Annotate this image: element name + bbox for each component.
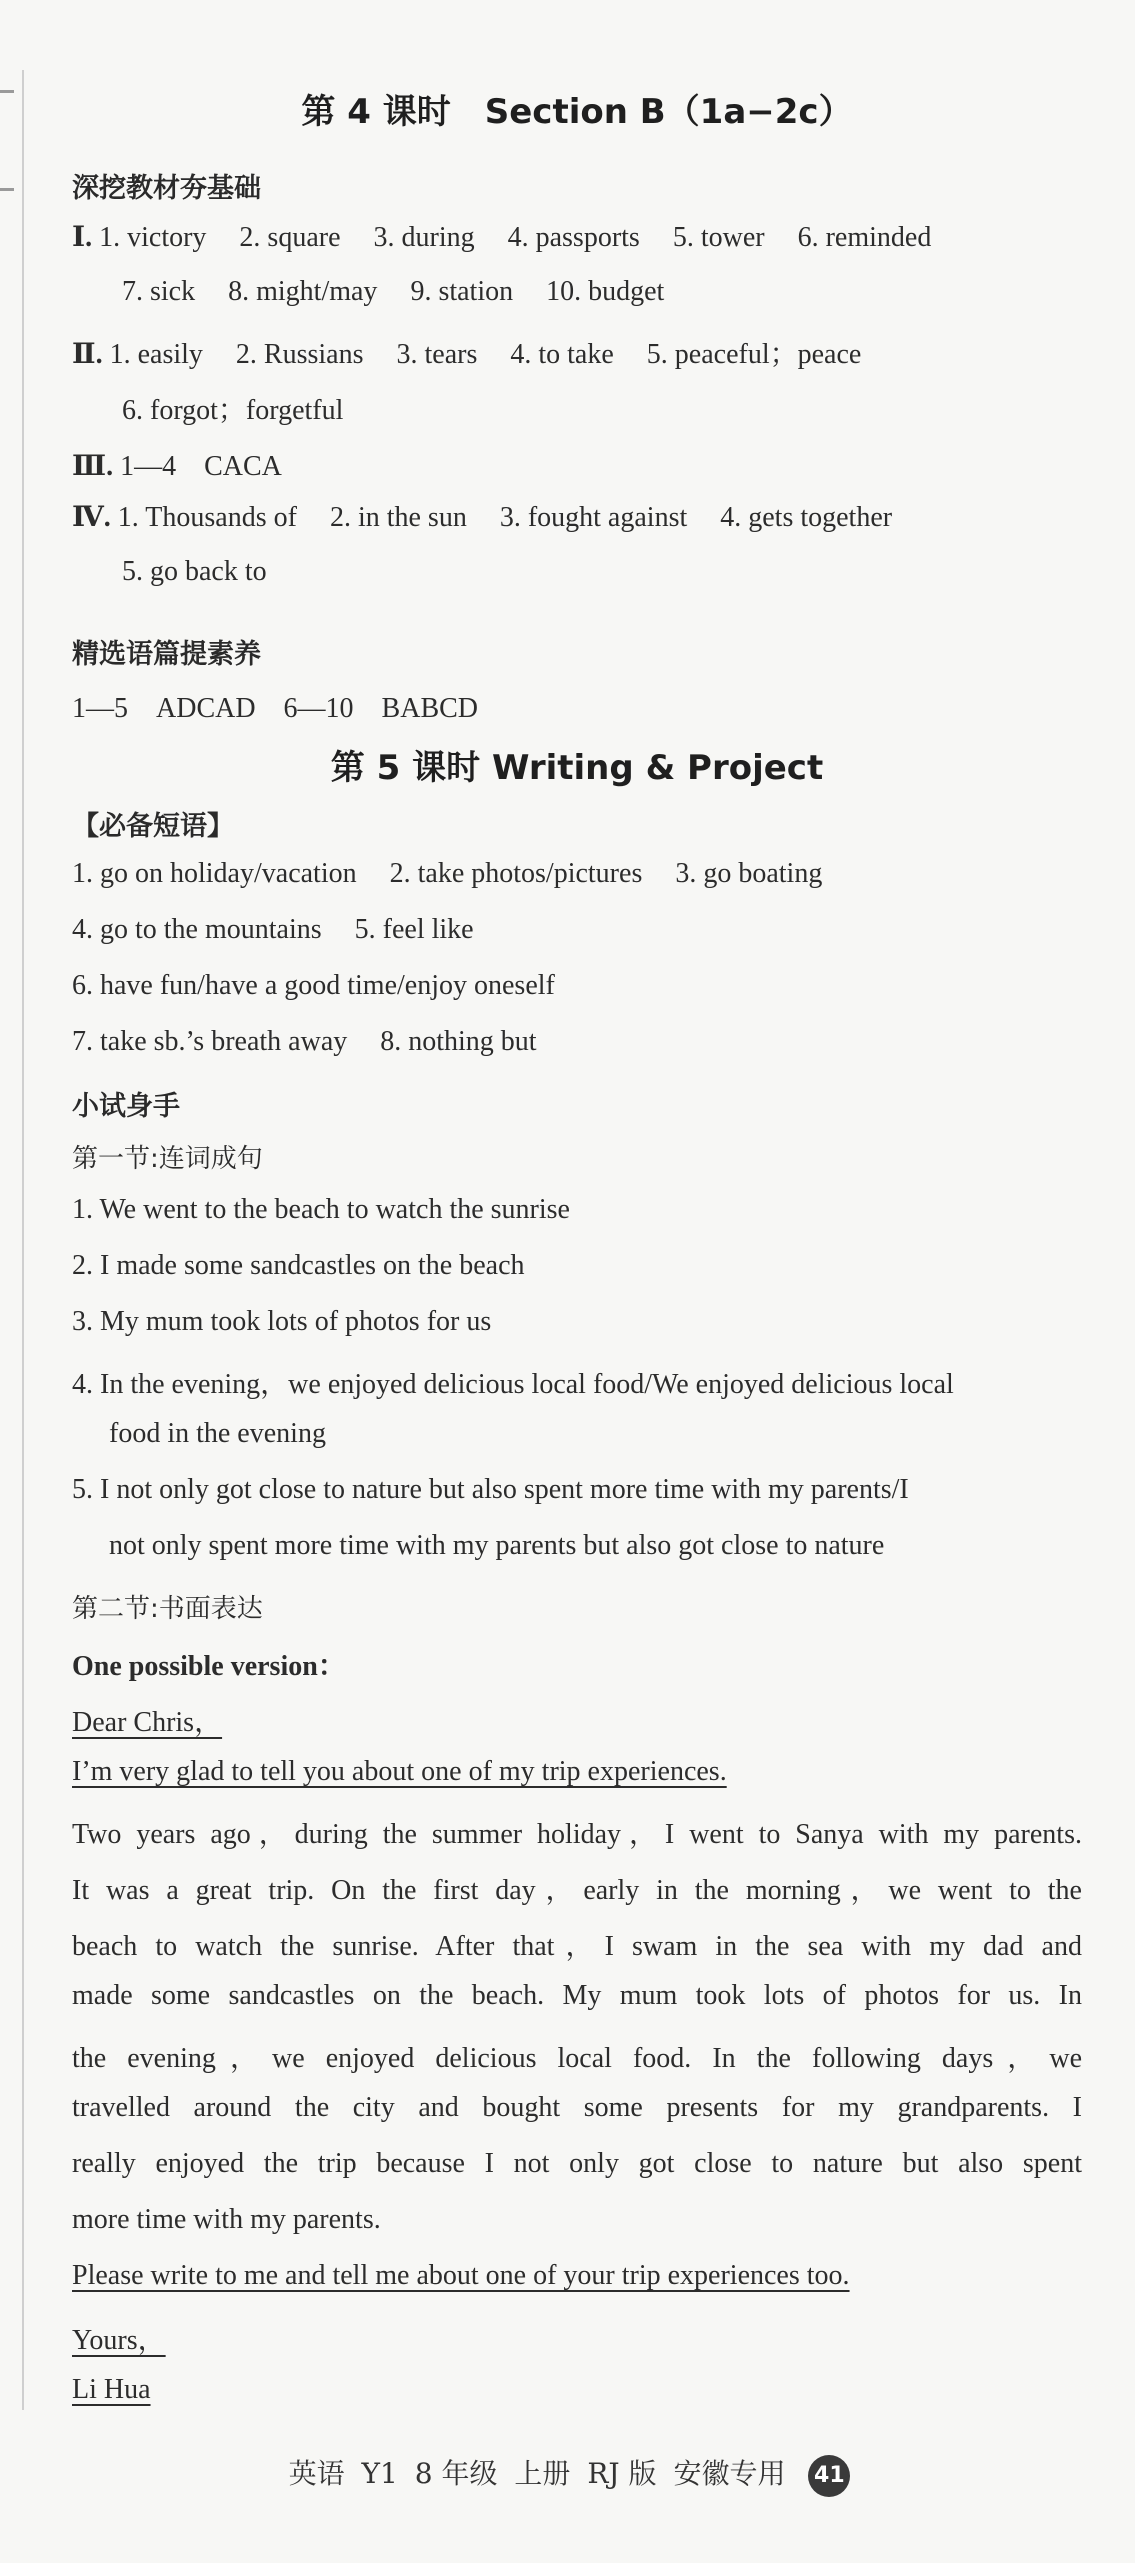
lesson4-title: 第 4 课时 Section B（1a−2c） <box>301 92 853 132</box>
part1-heading: 深挖教材夯基础 <box>72 173 261 204</box>
answer-item: 1. victory <box>99 222 207 253</box>
section1-heading: 第一节:连词成句 <box>72 1144 263 1174</box>
answer-item: 7. sick <box>122 276 196 307</box>
phrase-item: 7. take sb.’s breath away <box>72 1026 348 1057</box>
page-footer <box>0 2452 1135 2497</box>
letter-opening: I’m very glad to tell you about one of my trip experiences. <box>72 1756 727 1787</box>
sentence-2: 2. I made some sandcastles on the beach <box>72 1250 525 1281</box>
answer-item: 3. during <box>373 222 475 253</box>
letter-body-line: Two years ago，during the summer holiday，I went to Sanya with my parents. <box>72 1819 1082 1850</box>
left-margin-rule <box>22 70 24 2410</box>
answer-item: 10. budget <box>546 276 665 307</box>
q4-line1 <box>72 500 892 534</box>
try-heading: 小试身手 <box>72 1091 180 1122</box>
letter-body-line: really enjoyed the trip because I not only got close to nature but also spent <box>72 2148 1082 2179</box>
q2-line2 <box>122 388 343 428</box>
answer-item: 2. Russians <box>235 339 364 370</box>
sentence-5b: not only spent more time with my parents but also got close to nature <box>109 1530 885 1561</box>
answer-item: 6. forgot；forgetful <box>122 395 344 426</box>
answer-item: 2. in the sun <box>329 502 467 533</box>
footer-volume: 上册 <box>514 2457 571 2490</box>
answer-item: 3. tears <box>396 339 478 370</box>
sentence-1: 1. We went to the beach to watch the sunrise <box>72 1194 570 1225</box>
phrase-item: 8. nothing but <box>380 1026 537 1057</box>
answer-item: 5. go back to <box>122 556 267 587</box>
answer-item: 4. gets together <box>720 502 893 533</box>
letter-body-line: It was a great trip. On the first day，early in the morning，we went to the <box>72 1875 1082 1906</box>
sentence-3: 3. My mum took lots of photos for us <box>72 1306 492 1337</box>
version-label: One possible version： <box>72 1651 346 1682</box>
answer-item: 9. station <box>410 276 514 307</box>
letter-signoff: Yours， <box>72 2325 166 2356</box>
answer-item: 5. tower <box>672 222 765 253</box>
sentence-5a: 5. I not only got close to nature but also spent more time with my parents/I <box>72 1474 909 1505</box>
phrases-heading: 【必备短语】 <box>72 811 234 842</box>
q4-line2 <box>122 556 267 588</box>
phrase-item: 1. go on holiday/vacation <box>72 858 357 889</box>
q2-line1 <box>72 332 861 372</box>
footer-series: Y1 <box>361 2457 398 2490</box>
letter-signature-name: Li Hua <box>72 2374 151 2405</box>
footer-subject: 英语 <box>288 2457 345 2490</box>
letter-greeting: Dear Chris， <box>72 1707 223 1738</box>
answer-item: 6. reminded <box>797 222 932 253</box>
answer-item: 2. square <box>239 222 341 253</box>
phrase-item: 3. go boating <box>675 858 823 889</box>
q1-line1 <box>72 220 931 254</box>
phrases-line4 <box>72 1026 537 1058</box>
answer-item: 8. might/may <box>228 276 378 307</box>
phrases-line3 <box>72 970 555 1002</box>
letter-body-line: the evening，we enjoyed delicious local food. In the following days，we <box>72 2043 1082 2074</box>
answer-item: 3. fought against <box>499 502 688 533</box>
footer-edition: RJ 版 <box>587 2457 657 2490</box>
letter-body-line: made some sandcastles on the beach. My mum took lots of photos for us. In <box>72 1980 1082 2011</box>
page-number-badge: 41 <box>808 2455 850 2497</box>
sentence-4a: 4. In the evening，we enjoyed delicious local food/We enjoyed delicious local <box>72 1369 954 1400</box>
phrases-line2 <box>72 914 474 946</box>
answer-item: 1—4 CACA <box>120 451 282 482</box>
footer-grade: 8 年级 <box>414 2457 498 2490</box>
answer-item: 1. Thousands of <box>117 502 297 533</box>
q1-label: Ⅰ. <box>72 222 93 253</box>
margin-tick <box>0 90 14 93</box>
answer-item: 4. passports <box>507 222 640 253</box>
phrase-item: 2. take photos/pictures <box>389 858 643 889</box>
section2-heading: 第二节:书面表达 <box>72 1594 263 1624</box>
phrases-line1 <box>72 858 822 890</box>
q2-label: Ⅱ. <box>72 339 103 370</box>
margin-tick <box>0 188 14 191</box>
answer-item: 4. to take <box>510 339 614 370</box>
phrase-item: 4. go to the mountains <box>72 914 322 945</box>
letter-body-line: travelled around the city and bought some presents for my grandparents. I <box>72 2092 1082 2123</box>
part2-heading: 精选语篇提素养 <box>72 639 261 670</box>
reading-answers: 1—5 ADCAD 6—10 BABCD <box>72 693 479 724</box>
q3-line <box>72 444 282 484</box>
footer-region: 安徽专用 <box>673 2457 786 2490</box>
sentence-4b: food in the evening <box>109 1418 326 1449</box>
q4-label: Ⅳ. <box>72 502 111 533</box>
lesson5-title: 第 5 课时 Writing & Project <box>330 748 824 788</box>
q1-line2 <box>122 276 664 308</box>
phrase-item: 5. feel like <box>354 914 474 945</box>
answer-item: 1. easily <box>109 339 203 370</box>
q3-label: Ⅲ. <box>72 451 114 482</box>
answer-item: 5. peaceful；peace <box>646 339 862 370</box>
letter-closing: Please write to me and tell me about one of your trip experiences too. <box>72 2260 850 2291</box>
letter-body-line: more time with my parents. <box>72 2204 381 2235</box>
letter-body-line: beach to watch the sunrise. After that，I swam in the sea with my dad and <box>72 1931 1082 1962</box>
phrase-item: 6. have fun/have a good time/enjoy oneself <box>72 970 555 1001</box>
